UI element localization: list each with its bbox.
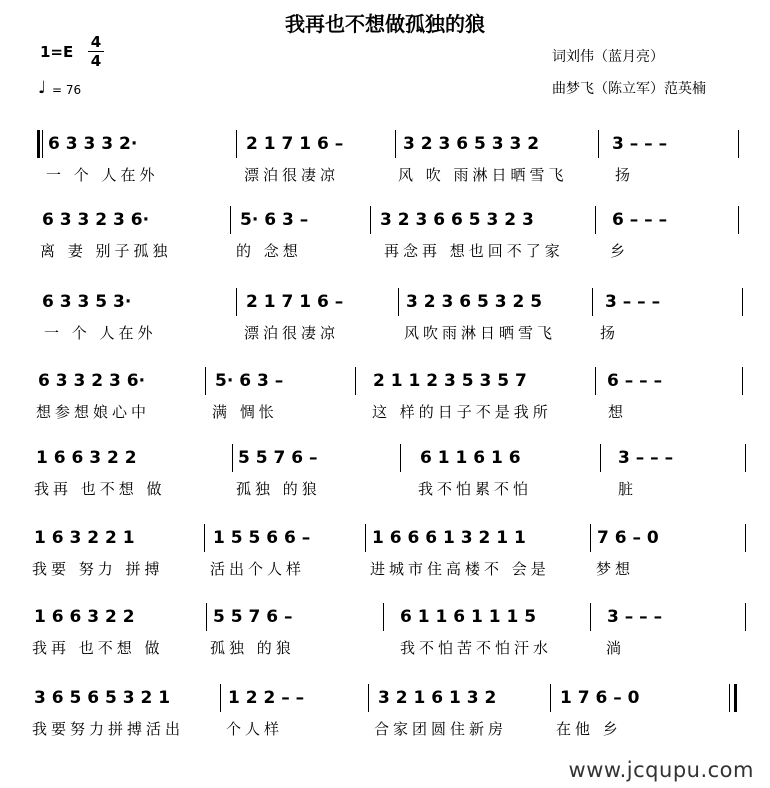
lyric-phrase: 漂泊很凄凉 xyxy=(244,324,340,342)
barline xyxy=(590,603,591,631)
barline xyxy=(398,288,399,316)
notes-line xyxy=(0,524,770,554)
measure-notes: 3 – – – xyxy=(607,607,663,627)
measure-notes: 5· 6 3 – xyxy=(240,210,309,230)
lyricist-credit: 词刘伟（蓝月亮） xyxy=(552,49,664,65)
song-title: 我再也不想做孤独的狼 xyxy=(285,12,485,36)
lyric-phrase: 脏 xyxy=(618,480,638,498)
composer-credit: 曲梦飞（陈立军）范英楠 xyxy=(552,81,706,97)
measure-notes: 2 1 7 1 6 – xyxy=(246,134,344,154)
lyric-phrase: 我不怕累不怕 xyxy=(418,480,533,498)
measure-notes: 5 5 7 6 – xyxy=(213,607,293,627)
lyric-phrase: 离 妻 别子孤独 xyxy=(40,242,172,260)
repeat-start-thin-barline xyxy=(42,130,43,158)
measure-notes: 5· 6 3 – xyxy=(215,371,284,391)
lyric-phrase: 我要努力拼搏活出 xyxy=(32,720,185,738)
barline xyxy=(206,603,207,631)
meter-top: 4 xyxy=(90,33,102,51)
measure-notes: 3 2 3 6 5 3 2 5 xyxy=(406,292,543,312)
lyric-phrase: 想参想娘心中 xyxy=(36,403,151,421)
barline xyxy=(595,367,596,395)
lyric-phrase: 淌 xyxy=(606,639,626,657)
lyric-phrase: 一 个 人在外 xyxy=(46,166,159,184)
barline xyxy=(232,444,233,472)
barline xyxy=(550,684,551,712)
measure-notes: 5 5 7 6 – xyxy=(238,448,318,468)
lyric-phrase: 乡 xyxy=(610,242,630,260)
lyric-phrase: 的 念想 xyxy=(236,242,302,260)
barline xyxy=(590,524,591,552)
measure-notes: 1 5 5 6 6 – xyxy=(213,528,311,548)
notes-line xyxy=(0,444,770,474)
measure-notes: 7 6 – 0 xyxy=(597,528,659,548)
measure-notes: 1 6 3 2 2 1 xyxy=(34,528,135,548)
lyric-phrase: 个人样 xyxy=(226,720,284,738)
measure-notes: 6 1 1 6 1 1 1 5 xyxy=(400,607,537,627)
notes-line xyxy=(0,603,770,633)
measure-notes: 3 2 3 6 5 3 3 2 xyxy=(403,134,540,154)
measure-notes: 3 2 3 6 6 5 3 2 3 xyxy=(380,210,534,230)
barline xyxy=(592,288,593,316)
barline xyxy=(745,603,746,631)
measure-notes: 6 3 3 2 3 6· xyxy=(42,210,150,230)
barline xyxy=(745,444,746,472)
barline xyxy=(738,130,739,158)
lyric-phrase: 我再 也不想 做 xyxy=(32,639,164,657)
lyric-phrase: 孤独 的狼 xyxy=(236,480,321,498)
barline xyxy=(598,130,599,158)
barline xyxy=(236,288,237,316)
barline xyxy=(220,684,221,712)
tempo-value: = 76 xyxy=(52,83,82,97)
measure-notes: 6 – – – xyxy=(607,371,663,391)
measure-notes: 6 – – – xyxy=(612,210,668,230)
lyrics-line xyxy=(0,322,770,344)
lyric-phrase: 我要 努力 拼搏 xyxy=(32,560,164,578)
lyric-phrase: 再念再 想也回不了家 xyxy=(384,242,564,260)
measure-notes: 1 2 2 – – xyxy=(228,688,305,708)
lyric-phrase: 风 吹 雨淋日晒雪飞 xyxy=(398,166,568,184)
lyric-phrase: 漂泊很凄凉 xyxy=(244,166,340,184)
barline xyxy=(205,367,206,395)
lyric-phrase: 风吹雨淋日晒雪飞 xyxy=(404,324,557,342)
lyric-phrase: 这 样的日子不是我所 xyxy=(372,403,552,421)
barline xyxy=(370,206,371,234)
barline xyxy=(383,603,384,631)
lyrics-line xyxy=(0,240,770,262)
barline xyxy=(395,130,396,158)
measure-notes: 3 6 5 6 5 3 2 1 xyxy=(34,688,171,708)
barline xyxy=(742,288,743,316)
measure-notes: 6 3 3 2 3 6· xyxy=(38,371,146,391)
notes-line xyxy=(0,206,770,236)
barline xyxy=(745,524,746,552)
meter-bottom: 4 xyxy=(90,52,102,70)
lyric-phrase: 一 个 人在外 xyxy=(44,324,157,342)
measure-notes: 6 3 3 3 2· xyxy=(48,134,138,154)
lyric-phrase: 进城市住高楼不 会是 xyxy=(370,560,550,578)
measure-notes: 1 7 6 – 0 xyxy=(560,688,640,708)
lyric-phrase: 梦想 xyxy=(596,560,635,578)
key-signature: 1=E xyxy=(40,43,74,61)
barline xyxy=(595,206,596,234)
lyric-phrase: 在他 乡 xyxy=(556,720,622,738)
lyrics-line xyxy=(0,478,770,500)
repeat-end-thin-barline xyxy=(729,684,730,712)
lyrics-line xyxy=(0,164,770,186)
barline xyxy=(600,444,601,472)
notes-line xyxy=(0,684,770,714)
barline xyxy=(400,444,401,472)
barline xyxy=(355,367,356,395)
barline xyxy=(204,524,205,552)
measure-notes: 3 – – – xyxy=(605,292,661,312)
notes-line xyxy=(0,130,770,160)
lyric-phrase: 想 xyxy=(608,403,628,421)
notes-line xyxy=(0,288,770,318)
watermark: www.jcqupu.com xyxy=(568,758,754,782)
lyrics-line xyxy=(0,558,770,580)
lyrics-line xyxy=(0,718,770,740)
lyric-phrase: 我不怕苦不怕汗水 xyxy=(400,639,553,657)
lyric-phrase: 活出个人样 xyxy=(210,560,306,578)
measure-notes: 6 1 1 6 1 6 xyxy=(420,448,521,468)
barline xyxy=(236,130,237,158)
notes-line xyxy=(0,367,770,397)
measure-notes: 3 – – – xyxy=(618,448,674,468)
measure-notes: 1 6 6 3 2 2 xyxy=(36,448,137,468)
barline xyxy=(742,367,743,395)
measure-notes: 3 – – – xyxy=(612,134,668,154)
repeat-start-barline xyxy=(37,130,40,158)
time-signature xyxy=(86,34,106,69)
quarter-note-icon: ♩ xyxy=(38,78,47,98)
lyric-phrase: 扬 xyxy=(600,324,620,342)
measure-notes: 2 1 7 1 6 – xyxy=(246,292,344,312)
measure-notes: 1 6 6 6 1 3 2 1 1 xyxy=(372,528,526,548)
lyric-phrase: 孤独 的狼 xyxy=(210,639,295,657)
lyric-phrase: 扬 xyxy=(615,166,635,184)
lyrics-line xyxy=(0,637,770,659)
lyrics-line xyxy=(0,401,770,423)
barline xyxy=(365,524,366,552)
repeat-end-barline xyxy=(734,684,737,712)
lyric-phrase: 满 惆怅 xyxy=(212,403,278,421)
measure-notes: 3 2 1 6 1 3 2 xyxy=(378,688,497,708)
barline xyxy=(368,684,369,712)
measure-notes: 2 1 1 2 3 5 3 5 7 xyxy=(373,371,527,391)
barline xyxy=(230,206,231,234)
barline xyxy=(738,206,739,234)
measure-notes: 1 6 6 3 2 2 xyxy=(34,607,135,627)
measure-notes: 6 3 3 5 3· xyxy=(42,292,132,312)
lyric-phrase: 我再 也不想 做 xyxy=(34,480,166,498)
lyric-phrase: 合家团圆住新房 xyxy=(374,720,508,738)
